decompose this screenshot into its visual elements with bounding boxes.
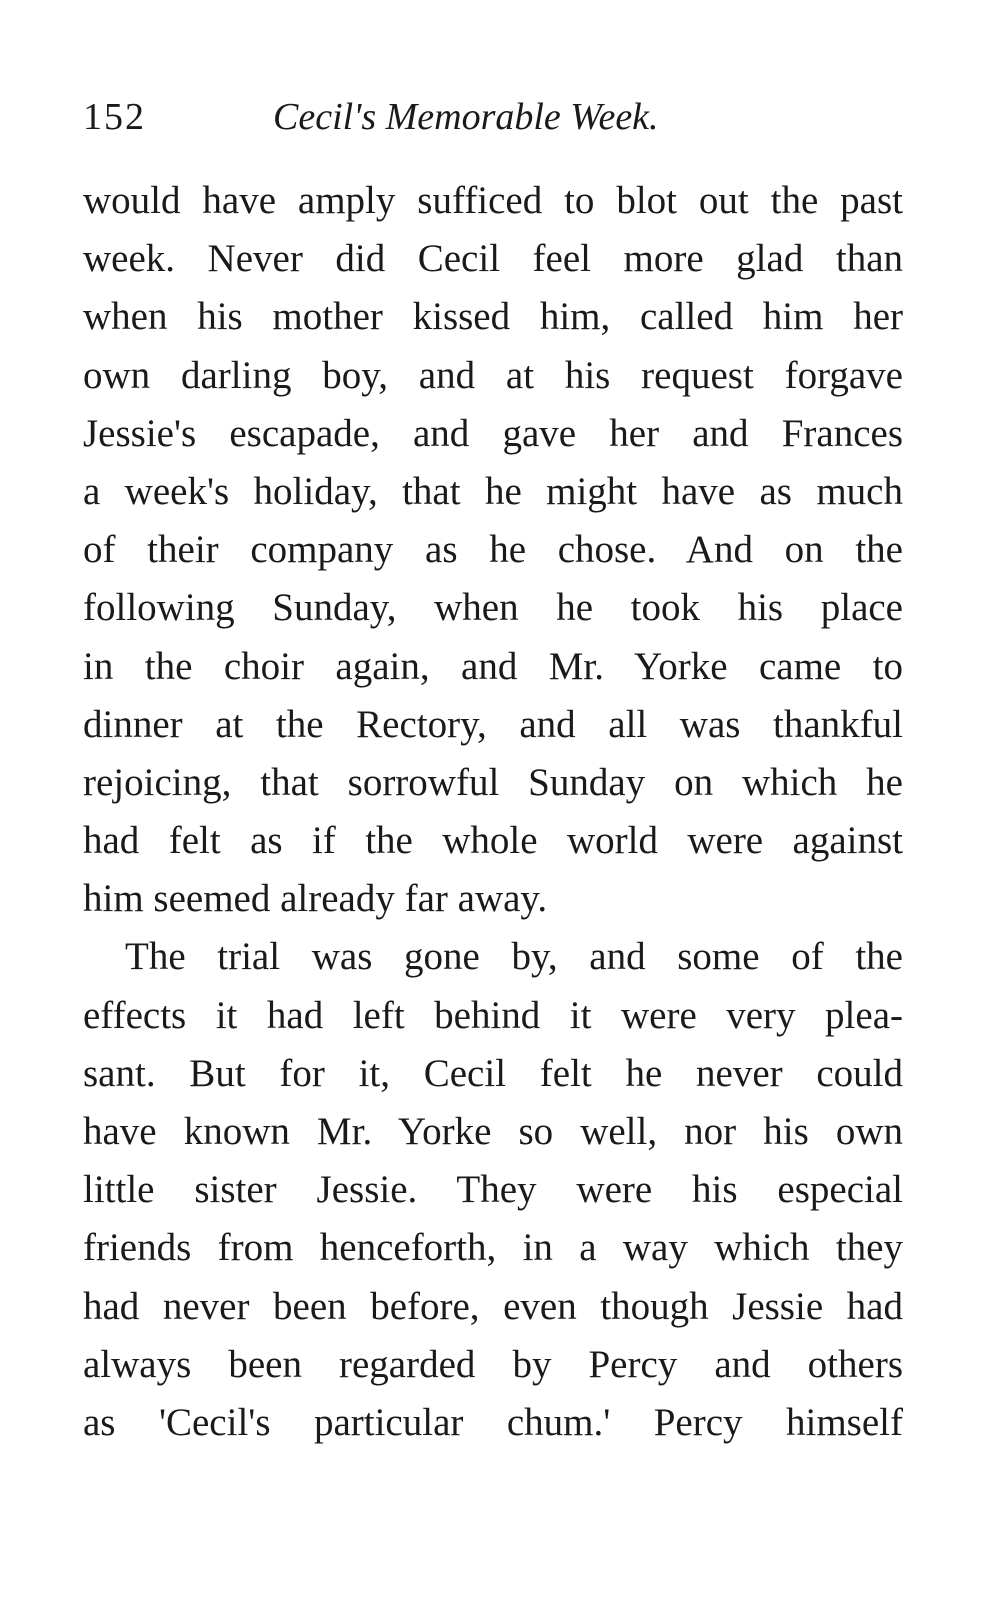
page-header — [83, 92, 713, 142]
body-text — [83, 172, 903, 1452]
paragraph — [83, 928, 903, 1452]
paragraph — [83, 172, 903, 928]
text-line: week. Never did Cecil feel more glad than — [83, 237, 903, 281]
text-line: would have amply sufficed to blot out the past — [83, 179, 903, 222]
text-line: Jessie's escapade, and gave her and Frances — [83, 411, 903, 455]
text-line: a week's holiday, that he might have as much — [83, 469, 903, 513]
text-line: sant. But for it, Cecil felt he never could — [83, 1051, 903, 1095]
page-number: 152 — [83, 96, 146, 138]
text-line: when his mother kissed him, called him her — [83, 295, 903, 339]
text-line: rejoicing, that sorrowful Sunday on which he — [83, 760, 903, 804]
text-line: dinner at the Rectory, and all was thankful — [83, 702, 903, 746]
text-line: following Sunday, when he took his place — [83, 586, 903, 630]
text-line: had felt as if the whole world were against — [83, 819, 903, 863]
text-line: little sister Jessie. They were his especial — [83, 1168, 903, 1212]
text-line: always been regarded by Percy and others — [83, 1342, 903, 1386]
text-line: him seemed already far away. — [83, 877, 548, 921]
text-line: had never been before, even though Jessie had — [83, 1284, 903, 1328]
text-line: in the choir again, and Mr. Yorke came to — [83, 644, 903, 688]
text-line: as 'Cecil's particular chum.' Percy himself — [83, 1400, 903, 1444]
text-line: have known Mr. Yorke so well, nor his own — [83, 1110, 903, 1153]
text-line: The trial was gone by, and some of the — [125, 935, 903, 979]
running-title: Cecil's Memorable Week. — [273, 96, 659, 138]
text-line: effects it had left behind it were very plea- — [83, 993, 903, 1037]
text-line: own darling boy, and at his request forgave — [83, 353, 903, 397]
text-line: of their company as he chose. And on the — [83, 528, 903, 572]
text-line: friends from henceforth, in a way which they — [83, 1226, 903, 1270]
